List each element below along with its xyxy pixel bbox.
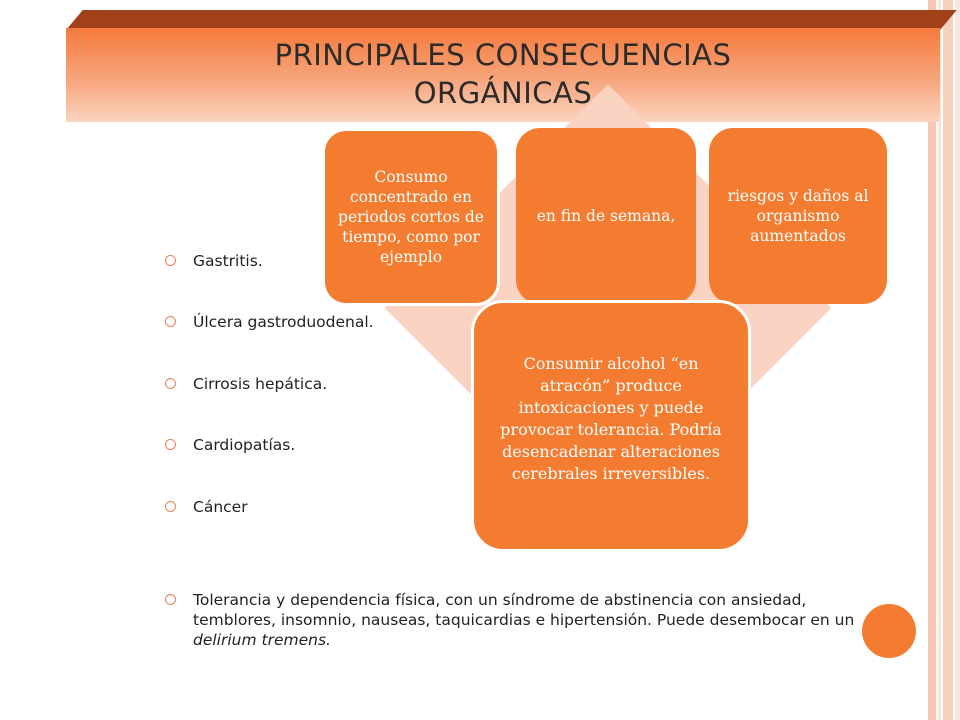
list-item: Cirrosis hepática.	[165, 374, 875, 394]
title-line-1: PRINCIPALES CONSECUENCIAS	[274, 38, 732, 72]
title-banner-shadow	[66, 10, 957, 30]
diagram-box-riesgos: riesgos y daños al organismo aumentados	[709, 128, 887, 304]
diagram-box-fin-de-semana: en fin de semana,	[516, 128, 696, 304]
bullet-circle-icon	[165, 594, 176, 605]
list-item-tolerancia	[165, 590, 875, 650]
list-item: Cáncer	[165, 497, 875, 517]
delirium-tremens-emphasis: delirium tremens.	[193, 631, 331, 649]
decorative-circle	[862, 604, 916, 658]
diagram-box-consumo: Consumo concentrado en periodos cortos de tiempo, como por ejemplo	[322, 128, 500, 306]
bullet-circle-icon	[165, 316, 176, 327]
diagram-box-atracon: Consumir alcohol “en atracón” produce intoxicaciones y puede provocar tolerancia. Podría desencadenar alteraciones cerebrales irreversibles.	[471, 300, 751, 552]
edge-stripe	[943, 0, 953, 720]
bullet-circle-icon	[165, 378, 176, 389]
page-title	[66, 36, 940, 112]
bullet-circle-icon	[165, 501, 176, 512]
tolerancia-text: Tolerancia y dependencia física, con un síndrome de abstinencia con ansiedad, temblores, insomnio, nauseas, taquicardias e hipertensión. Puede desembocar en un	[193, 591, 855, 629]
bullet-circle-icon	[165, 255, 176, 266]
list-item: Úlcera gastroduodenal.	[165, 312, 875, 332]
list-item: Cardiopatías.	[165, 435, 875, 455]
edge-stripe	[955, 0, 960, 720]
list-item: Gastritis.	[165, 251, 875, 271]
bullet-circle-icon	[165, 439, 176, 450]
title-line-2: ORGÁNICAS	[413, 76, 593, 110]
